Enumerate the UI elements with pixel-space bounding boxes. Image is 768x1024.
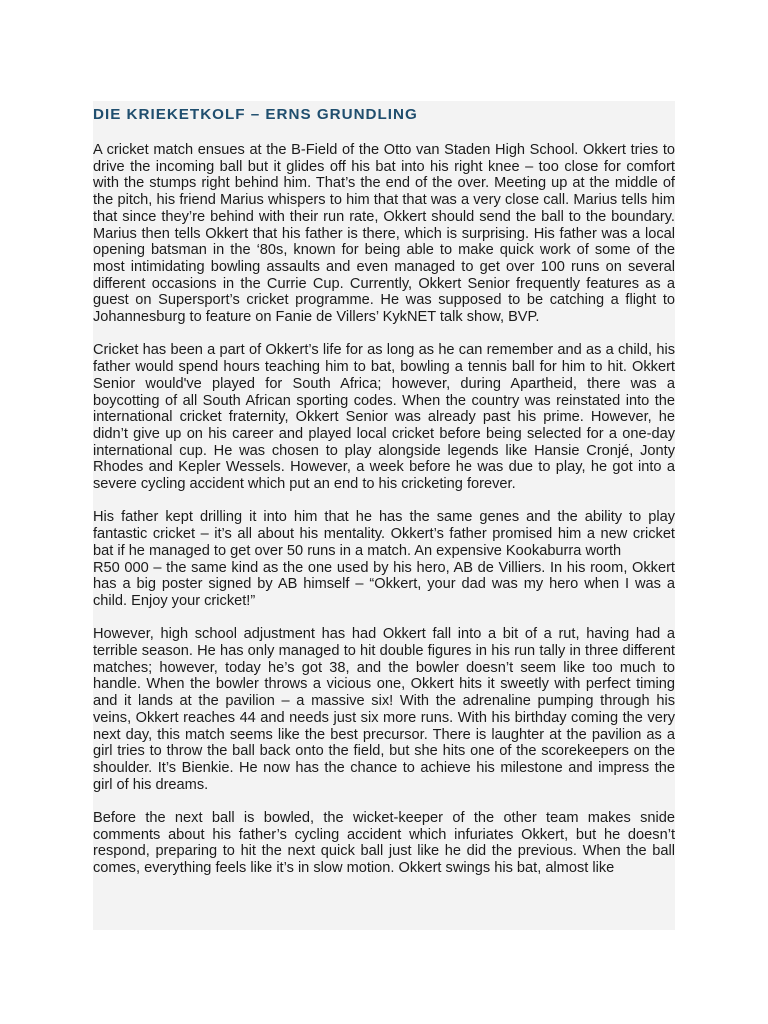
document-title: DIE KRIEKETKOLF – ERNS GRUNDLING — [93, 106, 418, 123]
document-body — [93, 101, 675, 930]
paragraph-fathers-promise: His father kept drilling it into him that he has the same genes and the ability to play fantastic cricket – it’s all about his mentality. Okkert’s father promised him a new cricket bat if he managed to get over 50 runs in a match. An expensive Kookaburra worth R50 000 – the same kind as the one used by his hero, AB de Villiers. In his room, Okkert has a big poster signed by AB himself – “Okkert, your dad was my hero when I was a child. Enjoy your cricket!” — [93, 509, 675, 609]
paragraph-cricket-history: Cricket has been a part of Okkert’s life for as long as he can remember and as a child, his father would spend hours teaching him to bat, bowling a tennis ball for him to hit. Okkert Senior would've played for South Africa; however, during Apartheid, there was a boycotting of all South African sporting codes. When the country was reinstated into the international cricket fraternity, Okkert Senior was already past his prime. However, he didn’t give up on his career and played local cricket before being selected for a one-day international cup. He was chosen to play alongside legends like Hansie Cronjé, Jonty Rhodes and Kepler Wessels. However, a week before he was due to play, he got into a severe cycling accident which put an end to his cricketing forever. — [93, 342, 675, 493]
paragraph-high-school-season: However, high school adjustment has had Okkert fall into a bit of a rut, having had a terrible season. He has only managed to hit double figures in his run tally in three different matches; however, today he’s got 38, and the bowler doesn’t seem like too much to handle. When the bowler throws a vicious one, Okkert hits it sweetly with perfect timing and it lands at the pavilion – a massive six! With the adrenaline pumping through his veins, Okkert reaches 44 and needs just six more runs. With his birthday coming the very next day, this match seems like the best precursor. There is laughter at the pavilion as a girl tries to throw the ball back onto the field, but she hits one of the scorekeepers on the shoulder. It’s Bienkie. He now has the chance to achieve his milestone and impress the girl of his dreams. — [93, 626, 675, 793]
paragraph-match-scene: A cricket match ensues at the B-Field of the Otto van Staden High School. Okkert tries to drive the incoming ball but it glides off his bat into his right knee – too close for comfort with the stumps right behind him. That’s the end of the over. Meeting up at the middle of the pitch, his friend Marius whispers to him that that was a very close call. Marius tells him that since they’re behind with their run rate, Okkert should send the ball to the boundary. Marius then tells Okkert that his father is there, which is surprising. His father was a local opening batsman in the ‘80s, known for being able to make quick work of some of the most intimidating bowling assaults and even managed to get over 100 runs on several different occasions in the Currie Cup. Currently, Okkert Senior frequently features as a guest on Supersport’s cricket programme. He was supposed to be catching a flight to Johannesburg to feature on Fanie de Villers’ KykNET talk show, BVP. — [93, 142, 675, 326]
paragraph-next-ball: Before the next ball is bowled, the wicket-keeper of the other team makes snide comments about his father’s cycling accident which infuriates Okkert, but he doesn’t respond, preparing to hit the next quick ball just like he did the previous. When the ball comes, everything feels like it’s in slow motion. Okkert swings his bat, almost like — [93, 810, 675, 877]
